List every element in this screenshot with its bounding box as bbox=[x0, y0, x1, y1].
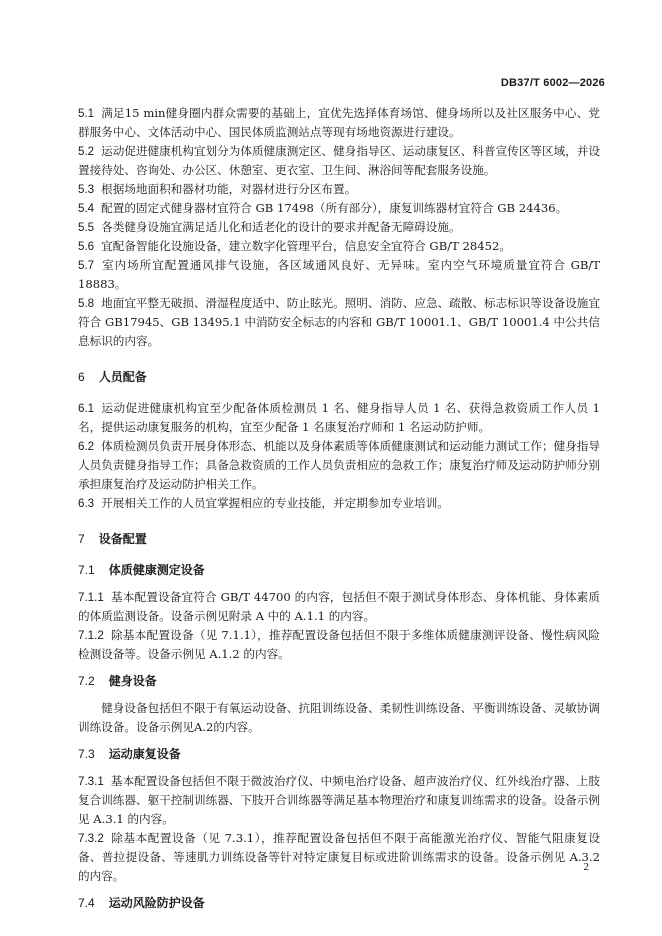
clause-number: 5.1 bbox=[78, 107, 95, 120]
clause-text: 根据场地面积和器材功能，对器材进行分区布置。 bbox=[101, 182, 357, 196]
clause-number: 5.8 bbox=[78, 297, 95, 310]
section-7-heading bbox=[78, 530, 600, 549]
clause-text: 体质检测员负责开展身体形态、机能以及身体素质等体质健康测试和运动能力测试工作；健身指导人员负责健身指导工作；具备急救资质的工作人员负责相应的急救工作；康复治疗师及运动防护师分别承担康复治疗及运动防护相关工作。 bbox=[78, 439, 600, 491]
clause-text: 运动促进健康机构宜至少配备体质检测员 1 名、健身指导人员 1 名、获得急救资质工作人员 1 名，提供运动康复服务的机构，宜至少配备 1 名康复治疗师和 1 名运动防护师。 bbox=[78, 401, 600, 434]
standard-code: DB37/T 6002—2026 bbox=[500, 77, 605, 89]
clause-number: 7.3.1 bbox=[78, 775, 104, 788]
clause-number: 5.3 bbox=[78, 183, 95, 196]
clause-text: 地面宜平整无破损、滑湿程度适中、防止眩光。照明、消防、应急、疏散、标志标识等设备设施宜符合 GB17945、GB 13495.1 中消防安全标志的内容和 GB/T 10001.1、GB/T 10001.4 中公共信息标识的内容。 bbox=[78, 296, 600, 348]
clause-5-1 bbox=[78, 104, 600, 142]
section-title: 体质健康测定设备 bbox=[108, 563, 205, 577]
page-number: 2 bbox=[583, 861, 589, 873]
clause-6-3 bbox=[78, 494, 600, 513]
clause-7-3-2 bbox=[78, 829, 600, 886]
clause-number: 6.2 bbox=[78, 440, 95, 453]
section-number: 7 bbox=[78, 532, 85, 546]
clause-number: 5.4 bbox=[78, 202, 95, 215]
clause-text: 除基本配置设备（见 7.3.1），推荐配置设备包括但不限于高能激光治疗仪、智能气阻康复设备、普拉提设备、等速肌力训练设备等针对特定康复目标或进阶训练需求的设备。设备示例见 A.3.2 的内容。 bbox=[78, 831, 600, 883]
clause-5-6 bbox=[78, 237, 600, 256]
section-number: 7.3 bbox=[78, 747, 95, 761]
clause-text: 室内场所宜配置通风排气设施，各区域通风良好、无异味。室内空气环境质量宜符合 GB/T 18883。 bbox=[78, 258, 600, 291]
clause-text: 除基本配置设备（见 7.1.1），推荐配置设备包括但不限于多维体质健康测评设备、慢性病风险检测设备等。设备示例见 A.1.2 的内容。 bbox=[78, 628, 600, 661]
clause-7-2-text: 健身设备包括但不限于有氧运动设备、抗阻训练设备、柔韧性训练设备、平衡训练设备、灵敏协调训练设备。设备示例见A.2的内容。 bbox=[78, 701, 600, 734]
section-number: 6 bbox=[78, 370, 85, 384]
section-7-4-heading bbox=[78, 894, 600, 913]
clause-6-2 bbox=[78, 437, 600, 494]
clause-text: 基本配置设备包括但不限于微波治疗仪、中频电治疗设备、超声波治疗仪、红外线治疗器、上肢复合训练器、躯干控制训练器、下肢开合训练器等满足基本物理治疗和康复训练需求的设备。设备示例见 A.3.1 的内容。 bbox=[78, 774, 600, 826]
section-title: 健身设备 bbox=[108, 674, 157, 688]
clause-5-2 bbox=[78, 142, 600, 180]
document-body bbox=[78, 104, 600, 913]
section-number: 7.4 bbox=[78, 896, 95, 910]
section-number: 7.2 bbox=[78, 674, 95, 688]
clause-text: 开展相关工作的人员宜掌握相应的专业技能，并定期参加专业培训。 bbox=[101, 496, 449, 510]
clause-text: 基本配置设备宜符合 GB/T 44700 的内容，包括但不限于测试身体形态、身体机能、身体素质的体质监测设备。设备示例见附录 A 中的 A.1.1 的内容。 bbox=[78, 590, 600, 623]
clause-7-1-1 bbox=[78, 588, 600, 626]
section-title: 人员配备 bbox=[98, 370, 147, 384]
section-title: 设备配置 bbox=[98, 532, 147, 546]
section-5-clauses bbox=[78, 104, 600, 351]
section-7-1-heading bbox=[78, 561, 600, 580]
clause-number: 5.5 bbox=[78, 221, 95, 234]
clause-7-1-2 bbox=[78, 626, 600, 664]
clause-5-7 bbox=[78, 256, 600, 294]
clause-number: 7.1.2 bbox=[78, 629, 104, 642]
clause-7-3-1 bbox=[78, 772, 600, 829]
section-7-3-heading bbox=[78, 745, 600, 764]
section-number: 7.1 bbox=[78, 563, 95, 577]
clause-number: 5.7 bbox=[78, 259, 95, 272]
clause-text: 运动促进健康机构宜划分为体质健康测定区、健身指导区、运动康复区、科普宣传区等区域，并设置接待处、咨询处、办公区、休憩室、更衣室、卫生间、淋浴间等配套服务设施。 bbox=[78, 144, 600, 177]
clause-5-4 bbox=[78, 199, 600, 218]
clause-text: 各类健身设施宜满足适儿化和适老化的设计的要求并配备无障碍设施。 bbox=[101, 220, 461, 234]
clause-text: 配置的固定式健身器材宜符合 GB 17498（所有部分），康复训练器材宜符合 GB 24436。 bbox=[101, 201, 568, 215]
section-title: 运动风险防护设备 bbox=[108, 896, 205, 910]
clause-number: 5.2 bbox=[78, 145, 95, 158]
clause-number: 7.1.1 bbox=[78, 591, 104, 604]
clause-text: 满足15 min健身圈内群众需要的基础上，宜优先选择体育场馆、健身场所以及社区服务中心、党群服务中心、文体活动中心、国民体质监测站点等现有场地资源进行建设。 bbox=[78, 106, 600, 139]
clause-number: 7.3.2 bbox=[78, 832, 104, 845]
clause-5-5 bbox=[78, 218, 600, 237]
clause-number: 6.1 bbox=[78, 402, 95, 415]
clause-text: 宜配备智能化设施设备，建立数字化管理平台，信息安全宜符合 GB/T 28452。 bbox=[101, 239, 512, 253]
clause-6-1 bbox=[78, 399, 600, 437]
clause-5-8 bbox=[78, 294, 600, 351]
clause-number: 5.6 bbox=[78, 240, 95, 253]
clause-5-3 bbox=[78, 180, 600, 199]
clause-number: 6.3 bbox=[78, 497, 95, 510]
section-6-heading bbox=[78, 368, 600, 387]
section-title: 运动康复设备 bbox=[108, 747, 181, 761]
section-7-2-heading bbox=[78, 672, 600, 691]
